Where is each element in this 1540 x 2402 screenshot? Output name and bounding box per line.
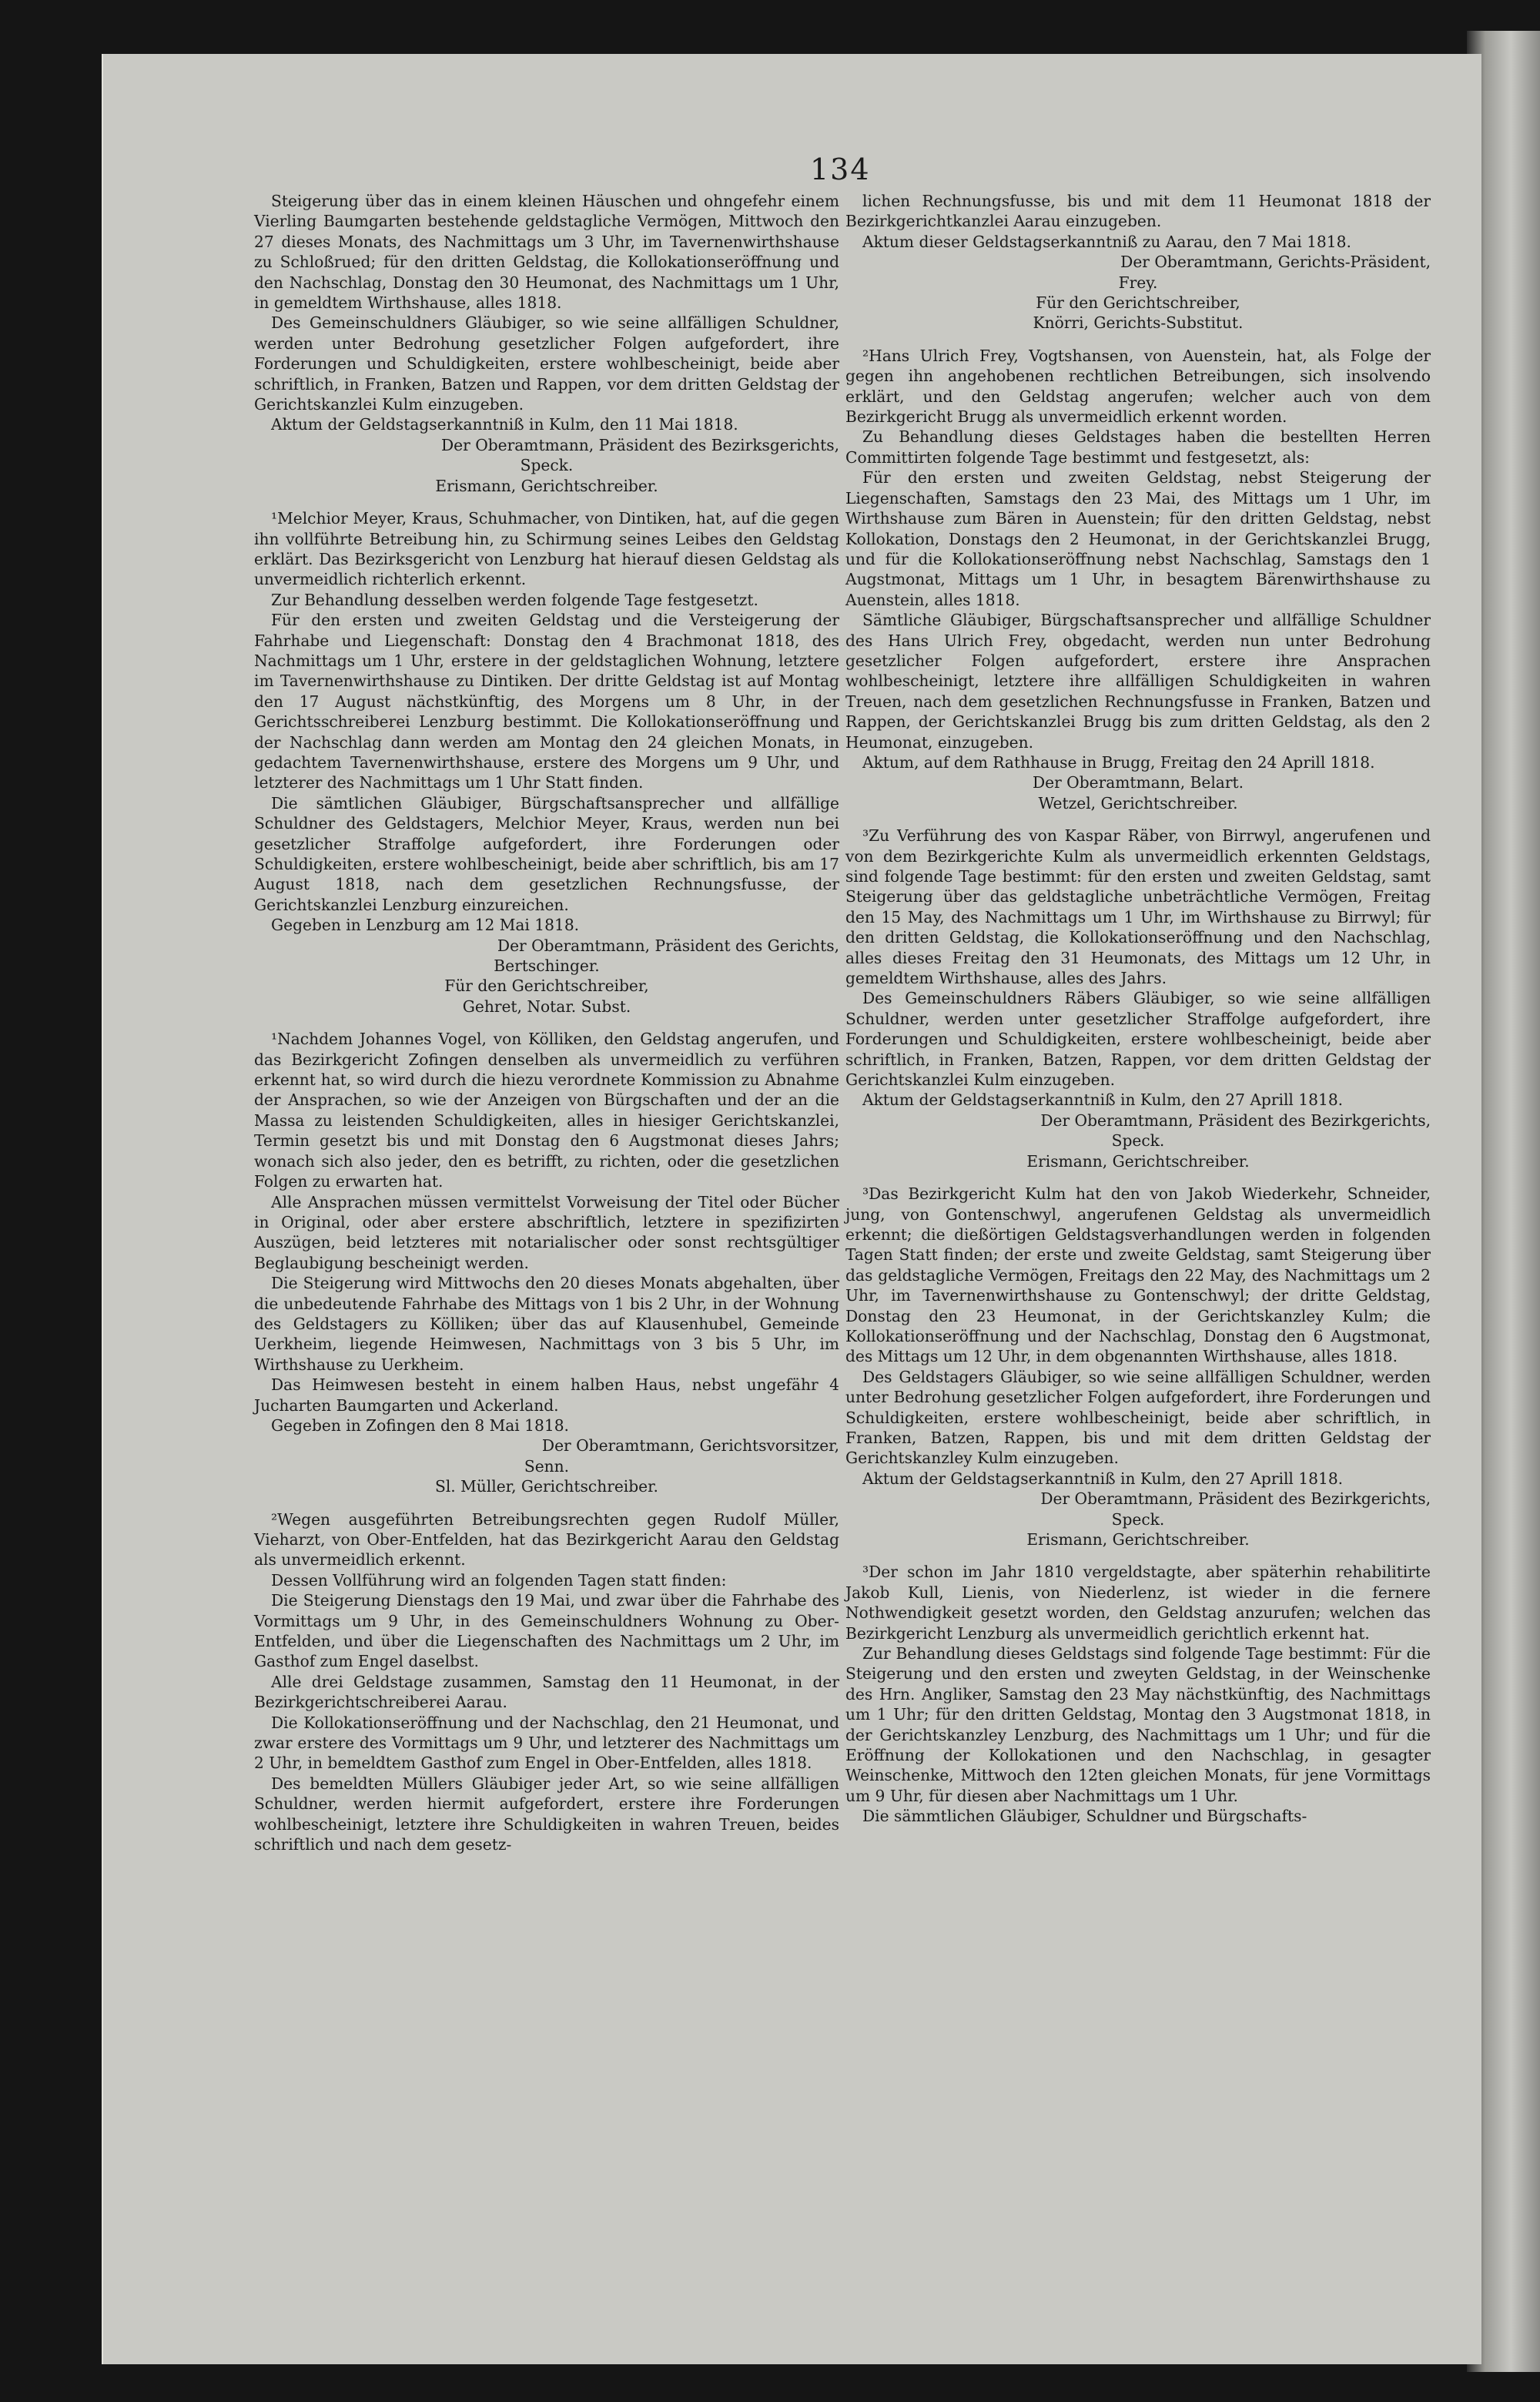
paragraph: Alle Ansprachen müssen vermittelst Vorweisung der Titel oder Bücher in Original, oder aber erstere abschriftlich, letztere in spezifizirten Auszügen, beid letzteres mit notarialischer oder sonst rechtsgültiger Beglaubigung bescheinigt werden. <box>254 1192 839 1272</box>
paragraph: Des bemeldten Müllers Gläubiger jeder Art, so wie seine allfälligen Schuldner, werden hiermit aufgefordert, erstere ihre Forderungen wohlbescheinigt, letztere ihre Schuldigkeiten in wahren Treuen, beides schriftlich und nach dem gesetz- <box>254 1774 839 1854</box>
signature-line: Wetzel, Gerichtschreiber. <box>1038 793 1238 812</box>
paragraph-gap <box>845 1171 1431 1184</box>
signature-line: Erismann, Gerichtschreiber. <box>1026 1530 1250 1549</box>
signature-line: Gehret, Notar. Subst. <box>462 997 631 1016</box>
paragraph: ²Hans Ulrich Frey, Vogtshansen, von Auenstein, hat, als Folge der gegen ihn angehobenen rechtlichen Betreibungen, sich insolvendo erklärt, und den Geldstag angerufen; welcher auch von dem Bezirkgericht Brugg als unvermeidlich erkennt worden. <box>845 346 1431 427</box>
paragraph: Die Steigerung Dienstags den 19 Mai, und zwar über die Fahrhabe des Vormittags um 9 Uhr, in des Gemeinschuldners Wohnung zu Ober-Entfelden, und über die Liegenschaften des Nachmittags um 2 Uhr, im Gasthof zum Engel daselbst. <box>254 1591 839 1671</box>
paragraph-gap <box>845 813 1431 826</box>
paragraph: Gegeben in Lenzburg am 12 Mai 1818. <box>271 916 580 935</box>
paragraph: Sämtliche Gläubiger, Bürgschaftsansprecher und allfällige Schuldner des Hans Ulrich Frey, obgedacht, werden nun unter Bedrohung gesetzlicher Folgen aufgefordert, erstere ihre Ansprachen wohlbescheinigt, letztere ihre allfälligen Schuldigkeiten in wahren Treuen, nach dem gesetzlichen Rechnungsfusse in Franken, Batzen und Rappen, der Gerichtskanzlei Brugg bis zum dritten Geldstag, als den 2 Heumonat, einzugeben. <box>845 611 1431 752</box>
paragraph: Die sämmtlichen Gläubiger, Schuldner und Bürgschafts- <box>862 1807 1307 1826</box>
paragraph: Steigerung über das in einem kleinen Häuschen und ohngefehr einem Vierling Baumgarten bestehende geldstagliche Vermögen, Mittwoch den 27 dieses Monats, des Nachmittags um 3 Uhr, im Tavernenwirthshause zu Schloßrued; für den dritten Geldstag, die Kollokationseröffnung und den Nachschlag, Donstag den 30 Heumonat, des Nachmittags um 1 Uhr, in gemeldtem Wirthshause, alles 1818. <box>254 192 839 313</box>
signature-line: Erismann, Gerichtschreiber. <box>1026 1151 1250 1171</box>
left-column <box>254 191 839 1855</box>
right-column <box>845 191 1431 1827</box>
paragraph: ²Wegen ausgeführten Betreibungsrechten gegen Rudolf Müller, Vieharzt, von Ober-Entfelden, hat das Bezirkgericht Aarau den Geldstag als unvermeidlich erkennt. <box>254 1509 839 1570</box>
signature-title: Der Oberamtmann, Präsident des Bezirkgerichts, <box>1040 1111 1431 1130</box>
paragraph: Des Geldstagers Gläubiger, so wie seine allfälligen Schuldner, werden unter Bedrohung gesetzlicher Folgen aufgefordert, ihre Forderungen und Schuldigkeiten, erstere wohlbescheinigt, beide aber schriftlich, in Franken, Batzen, Rappen, bis und mit dem dritten Geldstag der Gerichtskanzley Kulm einzugeben. <box>845 1367 1431 1468</box>
paragraph: Das Heimwesen besteht in einem halben Haus, nebst ungefähr 4 Jucharten Baumgarten und Ackerland. <box>254 1375 839 1415</box>
paragraph: Dessen Vollführung wird an folgenden Tagen statt finden: <box>271 1570 727 1590</box>
signature-line: Knörri, Gerichts-Substitut. <box>1033 313 1244 333</box>
signature-line: Erismann, Gerichtschreiber. <box>435 476 658 495</box>
paragraph-gap <box>254 496 839 508</box>
paragraph: Aktum der Geldstagserkanntniß in Kulm, den 27 Aprill 1818. <box>862 1090 1344 1110</box>
paragraph: Zu Behandlung dieses Geldstages haben die bestellten Herren Committirten folgende Tage bestimmt und festgesetzt, als: <box>845 427 1431 467</box>
paragraph: Aktum der Geldstagserkanntniß in Kulm, den 27 Aprill 1818. <box>862 1469 1344 1488</box>
paragraph: ³Der schon im Jahr 1810 vergeldstagte, aber späterhin rehabilitirte Jakob Kull, Lienis, von Niederlenz, ist wieder in die fernere Nothwendigkeit gesetzt worden, den Geldstag anzurufen; welchen das Bezirkgericht Lenzburg als unvermeidlich gerichtlich erkennt hat. <box>845 1563 1431 1643</box>
signature-line: Bertschinger. <box>494 956 600 976</box>
paragraph: Gegeben in Zofingen den 8 Mai 1818. <box>271 1415 569 1435</box>
paragraph: Zur Behandlung desselben werden folgende Tage festgesetzt. <box>271 590 758 609</box>
signature-title: Der Oberamtmann, Gerichtsvorsitzer, <box>541 1436 839 1456</box>
paragraph: ¹Nachdem Johannes Vogel, von Kölliken, den Geldstag angerufen, und das Bezirkgericht Zofingen denselben als unvermeidlich zu verführen erkennt hat, so wird durch die hiezu verordnete Kommission zu Abnahme der Ansprachen, so wie der Anzeigen von Bürgschaften und der an die Massa zu leistenden Schuldigkeiten, alles in hiesiger Gerichtskanzlei, Termin gesetzt bis und mit Donstag den 6 Augstmonat dieses Jahrs; wonach sich also jeder, den es betrifft, zu richten, oder die gesetzlichen Folgen zu erwarten hat. <box>254 1030 839 1191</box>
paragraph: Die Steigerung wird Mittwochs den 20 dieses Monats abgehalten, über die unbedeutende Fahrhabe des Mittags von 1 bis 2 Uhr, in der Wohnung des Geldstagers zu Kölliken; über das auf Klausenhubel, Gemeinde Uerkheim, liegende Heimwesen, Nachmittags von 3 bis 5 Uhr, im Wirthshause zu Uerkheim. <box>254 1274 839 1374</box>
paragraph: Des Gemeinschuldners Räbers Gläubiger, so wie seine allfälligen Schuldner, werden unter gesetzlicher Straffolge aufgefordert, ihre Forderungen und Schuldigkeiten, erstere wohlbescheinigt, beide aber schriftlich, in Franken, Batzen, Rappen, vor dem dritten Geldstag der Gerichtskanzlei Kulm einzugeben. <box>845 989 1431 1090</box>
paragraph: lichen Rechnungsfusse, bis und mit dem 11 Heumonat 1818 der Bezirkgerichtkanzlei Aarau einzugeben. <box>845 192 1431 231</box>
paragraph-gap <box>254 1497 839 1509</box>
paragraph: Für den ersten und zweiten Geldstag und die Versteigerung der Fahrhabe und Liegenschaft: Donstag den 4 Brachmonat 1818, des Nachmittags um 1 Uhr, erstere in der geldstaglichen Wohnung, letztere im Tavernenwirthshause zu Dintiken. Der dritte Geldstag ist auf Montag den 17 August nächstkünftig, des Morgens um 8 Uhr, in der Gerichtsschreiberei Lenzburg bestimmt. Die Kollokationseröffnung und der Nachschlag dann werden am Montag den 24 gleichen Monats, in gedachtem Tavernenwirthshause, erstere des Morgens um 9 Uhr, und letzterer des Nachmittags um 1 Uhr Statt finden. <box>254 611 839 792</box>
paragraph: Zur Behandlung dieses Geldstags sind folgende Tage bestimmt: Für die Steigerung und den ersten und zweyten Geldstag, in der Weinschenke des Hrn. Angliker, Samstag den 23 May nächstkünftig, des Nachmittags um 1 Uhr; für den dritten Geldstag, Montag den 3 Augstmonat 1818, in der Gerichtskanzley Lenzburg, des Nachmittags um 1 Uhr; und für die Eröffnung der Kollokationen und den Nachschlag, in gesagter Weinschenke, Mittwoch den 12ten gleichen Monats, für jene Vormittags um 9 Uhr, für diesen aber Nachmittags um 1 Uhr. <box>845 1644 1431 1805</box>
paragraph: Alle drei Geldstage zusammen, Samstag den 11 Heumonat, in der Bezirkgerichtschreiberei Aarau. <box>254 1672 839 1712</box>
signature-title: Der Oberamtmann, Präsident des Bezirksgerichts, <box>441 435 839 454</box>
signature-line: Für den Gerichtschreiber, <box>1036 293 1240 313</box>
paragraph: Des Gemeinschuldners Gläubiger, so wie seine allfälligen Schuldner, werden unter Bedrohung gesetzlicher Folgen aufgefordert, ihre Forderungen und Schuldigkeiten, erstere wohlbescheinigt, beide aber schriftlich, in Franken, Batzen und Rappen, vor dem dritten Geldstag der Gerichtskanzlei Kulm einzugeben. <box>254 313 839 414</box>
paragraph: ³Zu Verführung des von Kaspar Räber, von Birrwyl, angerufenen und von dem Bezirkgerichte Kulm als unvermeidlich erkennten Geldstags, sind folgende Tage bestimmt: für den ersten und zweiten Geldstag, samt Steigerung über das geldstagliche unbeträchtliche Vermögen, Freitag den 15 May, des Nachmittags um 1 Uhr, im Wirthshause zu Birrwyl; für den dritten Geldstag, die Kollokationseröffnung und den Nachschlag, alles dieses Freitag den 31 Heumonats, des Mittags um 12 Uhr, in gemeldtem Wirthshause, alles des Jahrs. <box>845 826 1431 988</box>
signature-line: Speck. <box>1111 1131 1165 1151</box>
paragraph: Aktum dieser Geldstagserkanntniß zu Aarau, den 7 Mai 1818. <box>862 232 1351 251</box>
paragraph: ¹Melchior Meyer, Kraus, Schuhmacher, von Dintiken, hat, auf die gegen ihn vollführte Betreibung hin, zu Schirmung seines Leibes den Geldstag erklärt. Das Bezirksgericht von Lenzburg hat hierauf diesen Geldstag als unvermeidlich richterlich erkennt. <box>254 509 839 589</box>
signature-title: Der Oberamtmann, Präsident des Gerichts, <box>497 936 839 955</box>
paragraph-gap <box>845 333 1431 346</box>
signature-line: Senn. <box>524 1456 570 1476</box>
paragraph: Die Kollokationseröffnung und der Nachschlag, den 21 Heumonat, und zwar erstere des Vormittags um 9 Uhr, und letzterer des Nachmittags um 2 Uhr, in bemeldtem Gasthof zum Engel in Ober-Entfelden, alles 1818. <box>254 1713 839 1773</box>
signature-line: Sl. Müller, Gerichtschreiber. <box>435 1477 658 1496</box>
signature-title: Der Oberamtmann, Präsident des Bezirkgerichts, <box>1040 1489 1431 1509</box>
paragraph: Aktum der Geldstagserkanntniß in Kulm, den 11 Mai 1818. <box>271 415 738 434</box>
signature-title: Der Oberamtmann, Gerichts-Präsident, <box>1120 253 1431 272</box>
signature-line: Frey. <box>1118 273 1158 292</box>
paragraph-gap <box>845 1549 1431 1562</box>
paragraph: Aktum, auf dem Rathhause in Brugg, Freitag den 24 Aprill 1818. <box>862 752 1375 772</box>
paragraph: ³Das Bezirkgericht Kulm hat den von Jakob Wiederkehr, Schneider, jung, von Gontenschwyl, angerufenen Geldstag als unvermeidlich erkennt; die dießörtigen Geldstagsverhandlungen werden in folgenden Tagen Statt finden; der erste und zweite Geldstag, samt Steigerung über das geldstagliche Vermögen, Freitags den 22 May, des Nachmittags um 2 Uhr, im Tavernenwirthshause zu Gontenschwyl; der dritte Geldstag, Donstag den 23 Heumonat, in der Gerichtskanzley Kulm; die Kollokationseröffnung und der Nachschlag, Donstag den 6 Augstmonat, des Mittags um 12 Uhr, in dem obgenannten Wirthshause, alles 1818. <box>845 1184 1431 1366</box>
page-number: 134 <box>810 152 871 186</box>
signature-line: Speck. <box>1111 1509 1165 1529</box>
signature-line: Der Oberamtmann, Belart. <box>1032 773 1244 792</box>
signature-line: Für den Gerichtschreiber, <box>444 977 649 996</box>
paragraph: Für den ersten und zweiten Geldstag, nebst Steigerung der Liegenschaften, Samstags den 23 Mai, des Mittags um 1 Uhr, im Wirthshause zum Bären in Auenstein; für den dritten Geldstag, nebst Kollokation, Donstags den 2 Heumonat, in der Gerichtskanzlei Brugg, und für die Kollokationseröffnung nebst Nachschlag, Samstags den 1 Augstmonat, Mittags um 1 Uhr, in besagtem Bärenwirthshause zu Auenstein, alles 1818. <box>845 468 1431 609</box>
paragraph-gap <box>254 1017 839 1029</box>
paragraph: Die sämtlichen Gläubiger, Bürgschaftsansprecher und allfällige Schuldner des Geldstagers, Melchior Meyer, Kraus, werden nun bei gesetzlicher Straffolge aufgefordert, ihre Forderungen oder Schuldigkeiten, erstere wohlbescheinigt, beide aber schriftlich, bis am 17 August 1818, nach dem gesetzlichen Rechnungsfusse, der Gerichtskanzlei Lenzburg einzureichen. <box>254 793 839 914</box>
signature-line: Speck. <box>520 456 574 475</box>
